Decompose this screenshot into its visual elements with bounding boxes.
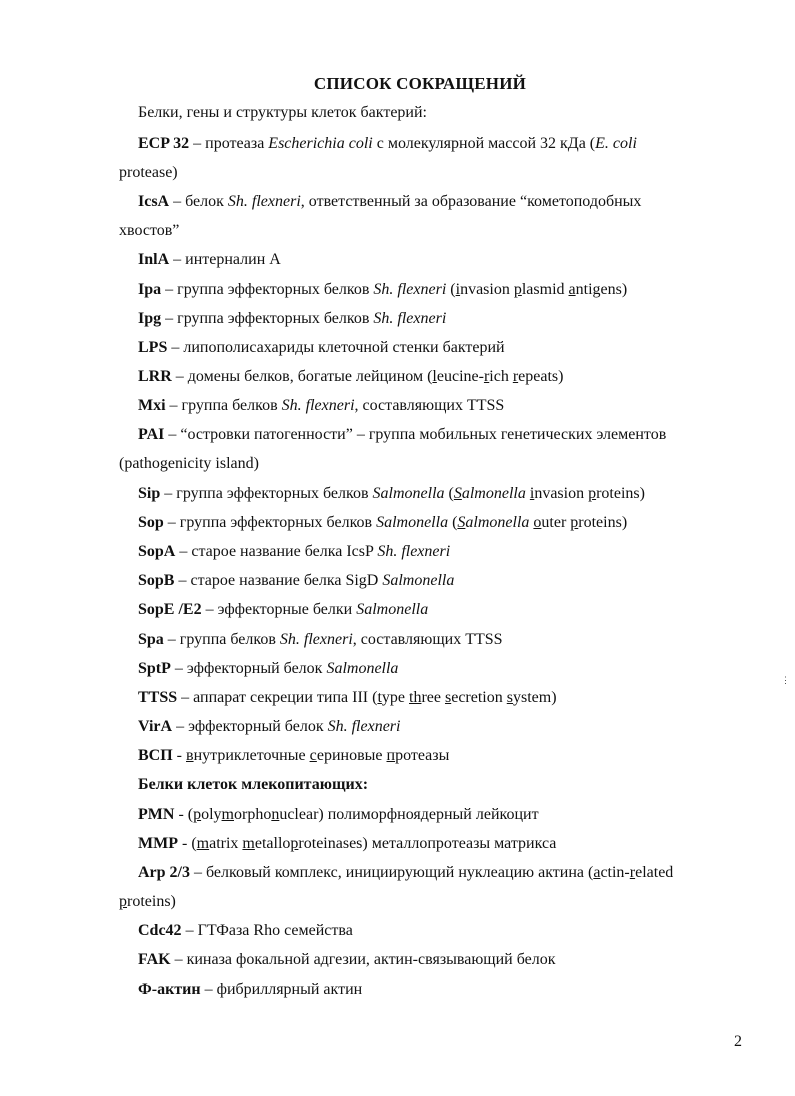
definition-text: – фибриллярный актин	[200, 981, 363, 998]
definition-text: – эффекторный белок	[172, 718, 328, 735]
term: SopE /E2	[138, 601, 202, 618]
definition-text: – белковый комплекс, инициирующий нуклеацию актина (	[190, 864, 594, 881]
acronym-letter: p	[570, 514, 579, 531]
entry-ttss	[138, 688, 557, 708]
definition-text: – домены белков, богатые лейцином (	[171, 368, 433, 385]
entry-sope	[138, 600, 428, 620]
acronym-letter: i	[455, 281, 461, 298]
page-title: СПИСОК СОКРАЩЕНИЙ	[313, 74, 527, 93]
definition-text: ype	[381, 689, 409, 706]
definition-text: eucine-	[436, 368, 484, 385]
definition-text: – группа белков	[163, 631, 280, 648]
definition-text: – эффекторные белки	[201, 601, 357, 618]
entry-vira	[138, 717, 400, 737]
species-name: Escherichia coli	[268, 135, 373, 152]
entry-sptp	[138, 659, 398, 679]
acronym-letter: p	[588, 485, 597, 502]
acronym-letter: p	[513, 281, 522, 298]
definition-text: -	[172, 747, 186, 764]
page-number: 2	[734, 1033, 742, 1050]
term: ВСП	[138, 747, 173, 764]
acronym-letter: m	[196, 835, 210, 852]
term: VirA	[138, 718, 173, 735]
acronym-letter: в	[186, 747, 194, 764]
entry-pmn	[138, 805, 539, 825]
definition-text: – “островки патогенности” – группа мобильных генетических элементов	[164, 426, 667, 443]
definition-text: – протеаза	[189, 135, 269, 152]
definition-text: roteins)	[127, 893, 176, 910]
definition-text: – старое название белка SigD	[174, 572, 383, 589]
species-name: Sh. flexneri	[373, 310, 447, 327]
acronym-letter: a	[568, 281, 576, 298]
definition-text: ntigens)	[575, 281, 628, 298]
definition-text: ериновые	[316, 747, 387, 764]
entry-sip	[138, 484, 645, 504]
definition-text: lasmid	[521, 281, 569, 298]
definition-text: , составляющих TTSS	[354, 397, 505, 414]
acronym-letter: a	[593, 864, 601, 881]
definition-text: , составляющих TTSS	[352, 631, 503, 648]
acronym-letter: с	[309, 747, 317, 764]
term: Mxi	[138, 397, 166, 414]
definition-text: – группа эффекторных белков	[161, 281, 374, 298]
definition-text: – группа белков	[165, 397, 282, 414]
acronym-letter: p	[119, 893, 127, 910]
acronym-letter: S	[453, 485, 462, 502]
term: ECP 32	[138, 135, 190, 152]
entry-arp-cont	[119, 892, 176, 912]
species-name: Salmonella	[326, 660, 399, 677]
entry-lps	[138, 338, 505, 358]
species-name: Sh. flexneri	[327, 718, 401, 735]
acronym-letter: r	[629, 864, 636, 881]
species-name: Sh. flexneri	[377, 543, 451, 560]
definition-text: roteins)	[596, 485, 645, 502]
definition-text: - (	[177, 835, 197, 852]
entry-mxi	[138, 396, 504, 416]
definition-text: – эффекторный белок	[170, 660, 327, 677]
acronym-letter: th	[409, 689, 422, 706]
entry-sopb	[138, 571, 454, 591]
species-name: Salmonella	[382, 572, 455, 589]
acronym-letter: m	[221, 806, 234, 823]
term: InlA	[138, 251, 170, 268]
term: Ipg	[138, 310, 162, 327]
definition-text: – аппарат секреции типа III (	[177, 689, 378, 706]
term: Cdc42	[138, 922, 182, 939]
definition-text: ecretion	[451, 689, 507, 706]
section-heading-mammal: Белки клеток млекопитающих:	[138, 776, 369, 793]
entry-pai	[138, 425, 666, 445]
acronym-letter: l	[432, 368, 437, 385]
term: Ipa	[138, 281, 162, 298]
entry-spa	[138, 630, 503, 650]
acronym-letter: n	[271, 806, 280, 823]
acronym-letter: o	[533, 514, 542, 531]
definition-text: ree	[421, 689, 445, 706]
definition-text: – группа эффекторных белков	[161, 310, 374, 327]
entry-pai-cont: (pathogenicity island)	[119, 455, 259, 472]
entry-cdc42	[138, 921, 353, 941]
section-intro: Белки, гены и структуры клеток бактерий:	[138, 104, 427, 121]
definition-text: нутриклеточные	[193, 747, 310, 764]
entry-lrr	[138, 367, 563, 387]
term: Arp 2/3	[138, 864, 190, 881]
definition-text: (	[448, 514, 458, 531]
definition-text: – группа эффекторных белков	[160, 485, 373, 502]
acronym-letter: p	[193, 806, 202, 823]
definition-text: , ответственный за образование “кометоподобных	[300, 193, 642, 210]
definition-text: (	[446, 281, 456, 298]
definition-text: – ГТФаза Rho семейства	[181, 922, 353, 939]
definition-text: oly	[201, 806, 222, 823]
term: Ф-актин	[138, 981, 201, 998]
entry-inla	[138, 250, 281, 270]
species-name: Sh. flexneri	[279, 631, 353, 648]
entry-vsp	[138, 746, 449, 766]
term: Spa	[138, 631, 164, 648]
term: Sip	[138, 485, 161, 502]
definition-text: ротеазы	[395, 747, 450, 764]
definition-text: nvasion	[534, 485, 589, 502]
definition-text: – киназа фокальной адгезии, актин-связывающий белок	[170, 951, 556, 968]
acronym-letter: i	[529, 485, 535, 502]
entry-ecp32	[138, 134, 637, 154]
entry-sop	[138, 513, 627, 533]
entry-sopa	[138, 542, 450, 562]
definition-text: – липополисахариды клеточной стенки бактерий	[167, 339, 505, 356]
species-name: Salmonella	[376, 514, 449, 531]
definition-text: uter	[541, 514, 571, 531]
species-name: Salmonella	[356, 601, 429, 618]
term: TTSS	[138, 689, 178, 706]
definition-text: ich	[489, 368, 513, 385]
entry-arp	[138, 863, 673, 883]
entry-ipg	[138, 309, 446, 329]
term: SptP	[138, 660, 171, 677]
species-name: E. coli	[595, 135, 637, 152]
term: PMN	[138, 806, 175, 823]
entry-fak	[138, 950, 556, 970]
acronym-letter: s	[444, 689, 452, 706]
term: SopA	[138, 543, 176, 560]
margin-mark: ⋮	[781, 675, 790, 685]
definition-text: – старое название белка IcsP	[175, 543, 378, 560]
definition-text: roteinases) металлопротеазы матрикса	[298, 835, 557, 852]
definition-text: ctin-	[600, 864, 630, 881]
term: SopB	[138, 572, 175, 589]
definition-text: epeats)	[518, 368, 564, 385]
definition-text: atrix	[209, 835, 243, 852]
definition-text: roteins)	[578, 514, 628, 531]
term: PAI	[138, 426, 165, 443]
definition-text: uclear) полиморфноядерный лейкоцит	[279, 806, 539, 823]
definition-text: (	[444, 485, 454, 502]
term: MMP	[138, 835, 178, 852]
acronym-letter: p	[290, 835, 299, 852]
definition-text: - (	[174, 806, 194, 823]
definition-text: orpho	[234, 806, 272, 823]
entry-factin	[138, 980, 362, 1000]
species-name: Salmonella	[372, 485, 445, 502]
species-name: Sh. flexneri	[373, 281, 447, 298]
acronym-letter: п	[386, 747, 396, 764]
entry-mmp	[138, 834, 556, 854]
species-name: Sh. flexneri	[227, 193, 301, 210]
term: Sop	[138, 514, 164, 531]
definition-text: – белок	[169, 193, 228, 210]
term: FAK	[138, 951, 171, 968]
acronym-letter: S	[457, 514, 466, 531]
definition-text: с молекулярной массой 32 кДа (	[372, 135, 596, 152]
entry-ecp32-cont: protease)	[119, 164, 178, 181]
species-name: Sh. flexneri	[281, 397, 355, 414]
definition-text: – интерналин А	[169, 251, 281, 268]
acronym-letter: s	[506, 689, 513, 706]
species-name: almonella	[465, 514, 530, 531]
term: IcsA	[138, 193, 170, 210]
acronym-letter: r	[512, 368, 519, 385]
term: LRR	[138, 368, 172, 385]
acronym-letter: r	[483, 368, 490, 385]
entry-icsa-cont: хвостов”	[119, 222, 180, 239]
definition-text: etallo	[254, 835, 291, 852]
entry-icsa	[138, 192, 641, 212]
definition-text: – группа эффекторных белков	[163, 514, 377, 531]
species-name: almonella	[461, 485, 526, 502]
term: LPS	[138, 339, 168, 356]
definition-text: ystem)	[512, 689, 557, 706]
entry-ipa	[138, 280, 627, 300]
acronym-letter: m	[242, 835, 255, 852]
definition-text: elated	[635, 864, 674, 881]
definition-text: nvasion	[460, 281, 514, 298]
acronym-letter: t	[377, 689, 382, 706]
